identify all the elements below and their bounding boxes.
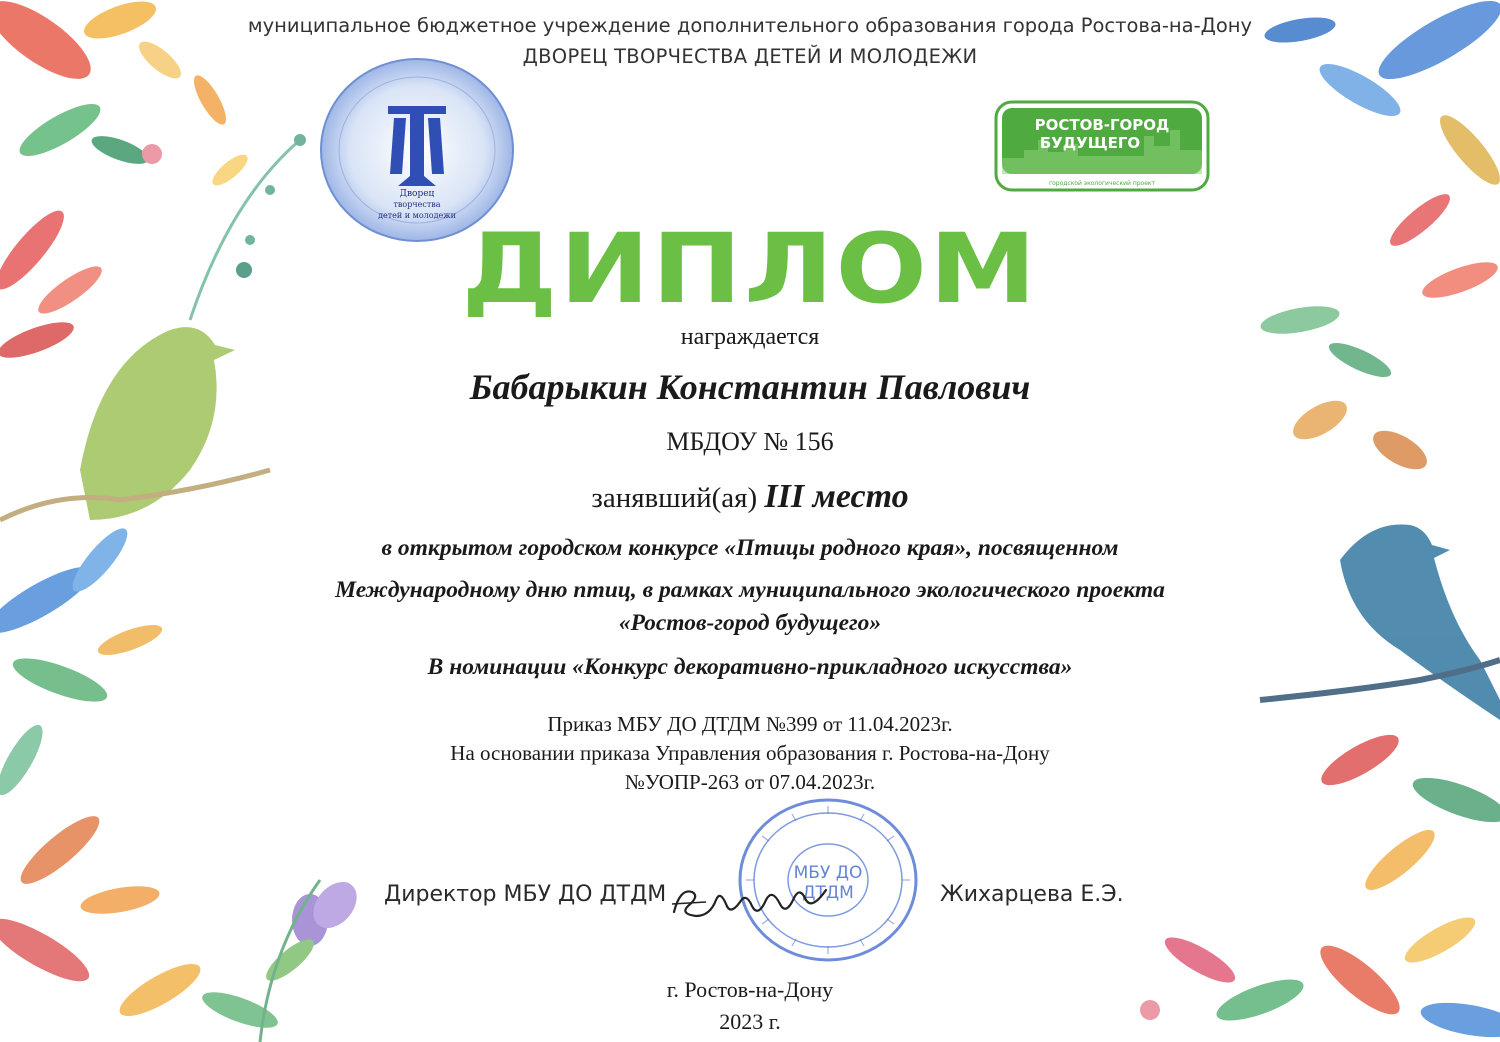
footer-city: г. Ростов-на-Дону	[666, 977, 834, 1002]
footer-year: 2023 г.	[719, 1009, 781, 1034]
rostov-city-of-future-logo	[994, 100, 1210, 192]
svg-text:БУДУЩЕГО: БУДУЩЕГО	[1039, 134, 1141, 152]
svg-text:детей и молодежи: детей и молодежи	[378, 211, 456, 220]
contest-line-2: Международному дню птиц, в рамках муниципального экологического проекта	[335, 577, 1165, 603]
place-line	[0, 478, 1500, 516]
diploma-title: ДИПЛОМ	[461, 213, 1039, 325]
contest-line-3: «Ростов-город будущего»	[618, 610, 882, 636]
svg-text:творчества: творчества	[393, 200, 441, 209]
contest-line-1: в открытом городском конкурсе «Птицы родного края», посвященном	[381, 535, 1119, 561]
place-value: III место	[764, 478, 909, 515]
institution-title: ДВОРЕЦ ТВОРЧЕСТВА ДЕТЕЙ И МОЛОДЕЖИ	[522, 45, 978, 68]
director-signature	[666, 870, 842, 930]
svg-text:городской экологический проект: городской экологический проект	[1048, 180, 1156, 187]
institution-name: муниципальное бюджетное учреждение дополнительного образования города Ростова-на-Дону	[247, 14, 1253, 37]
awarded-label: награждается	[680, 324, 820, 350]
svg-text:ДТДМ: ДТДМ	[802, 883, 854, 903]
svg-text:РОСТОВ-ГОРОД: РОСТОВ-ГОРОД	[1034, 116, 1170, 134]
svg-text:МБУ ДО: МБУ ДО	[793, 863, 863, 883]
recipient-name: Бабарыкин Константин Павлович	[469, 367, 1031, 407]
director-position: Директор МБУ ДО ДТДМ	[384, 882, 667, 907]
nomination-line: В номинации «Конкурс декоративно-прикладного искусства»	[427, 654, 1073, 680]
order-line-2: На основании приказа Управления образования г. Ростова-на-Дону	[450, 741, 1050, 765]
recipient-organization: МБДОУ № 156	[666, 427, 834, 456]
svg-text:Дворец: Дворец	[399, 189, 435, 199]
place-prefix: занявший(ая)	[591, 482, 758, 514]
order-line-3: №УОПР-263 от 07.04.2023г.	[624, 770, 876, 794]
director-name: Жихарцева Е.Э.	[940, 882, 1124, 907]
order-line-1: Приказ МБУ ДО ДТДМ №399 от 11.04.2023г.	[547, 712, 953, 736]
